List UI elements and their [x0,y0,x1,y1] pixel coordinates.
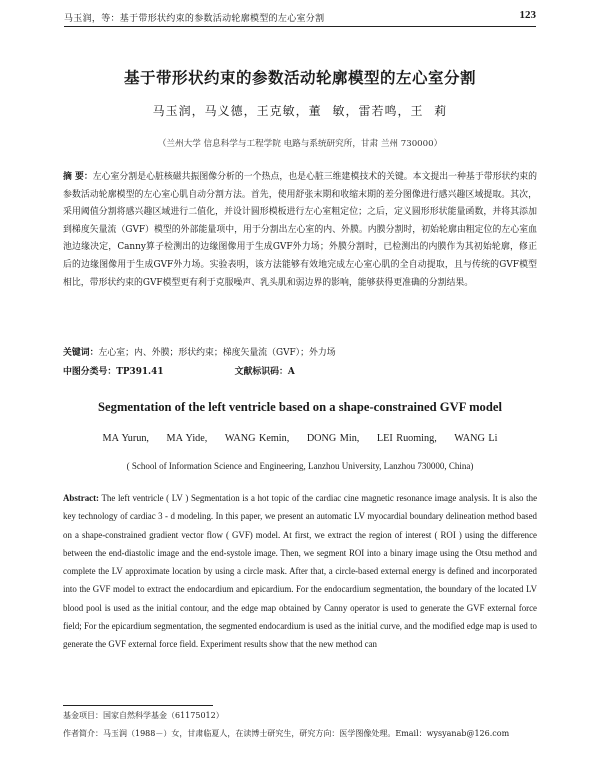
english-authors [0,433,600,444]
page-number: 123 [519,9,536,21]
chinese-keywords [63,346,537,360]
keywords-label: 关键词： [63,348,99,358]
doc-code-label: 文献标识码： [234,367,288,377]
classification-line [63,365,537,379]
chinese-authors: 马玉润，马义德，王克敏，董 敏，雷若鸣，王 莉 [152,104,448,118]
class-value: TP391.41 [116,367,164,377]
english-abstract [63,489,537,654]
doc-code-value: A [287,367,295,377]
author-name: WANG Kemin, [224,433,290,444]
chinese-abstract-label: 摘 要： [63,172,93,182]
running-title: 马玉润，等：基于带形状约束的参数活动轮廓模型的左心室分割 [64,14,325,24]
footnote-divider [63,705,213,706]
english-title: Segmentation of the left ventricle based on a shape-constrained GVF model [98,400,502,414]
keywords-text: 左心室；内、外膜；形状约束；梯度矢量流（GVF）；外力场 [98,348,336,358]
chinese-abstract [63,169,537,292]
class-label: 中图分类号： [63,367,117,377]
english-abstract-label: Abstract: [63,493,99,503]
chinese-abstract-text: 左心室分割是心脏核磁共振图像分析的一个热点，也是心脏三维建模技术的关键。本文提出一种基于带形状约束的参数活动轮廓模型的左心室心肌自动分割方法。首先，使用舒张末期和收缩末期的差分图像进行感兴趣区域提取。其次，采用阈值分割将感兴趣区域进行二值化，并设计圆形模板进行左心室粗定位；之后，定义圆形形状能量函数，并将其添加到梯度矢量流（GVF）模型的外部能量项中，用于分割出左心室的内、外膜。内膜分割时，初始轮廓由粗定位的左心室血池边缘决定，Canny算子检测出的边缘图像用于生成GVF外力场；外膜分割时，已检测出的内膜作为其初始轮廓，修正后的边缘图像用于生成GVF外力场。实验表明，该方法能够有效地完成左心室心肌的全自动提取，且与传统的GVF模型相比，带形状约束的GVF模型更有利于克服噪声、乳头肌和弱边界的影响，能够获得更准确的分割结果。 [63,172,538,288]
english-affiliation: ( School of Information Science and Engineering, Lanzhou University, Lanzhou 730000, China) [126,461,474,471]
english-abstract-text: The left ventricle ( LV ) Segmentation is a hot topic of the cardiac cine magnetic resonance image analysis. It is also the key technology of cardiac 3 - d modeling. In this paper, we present an automatic LV myocardial boundary delineation method based on a shape-constrained gradient vector flow ( GVF) model. At first, we extract the region of interest ( ROI ) using the difference between the end-diastolic image and the end-systole image. Then, we segment ROI into a binary image using the Otsu method and complete the LV approximate location by using a circle mask. After that, a circle-based external energy is defined and incorporated into the GVF model to extract the endocardium and epicardium. For the endocardium segmentation, the boundary of the located LV blood pool is used as the initial contour, and the edge map obtained by Canny operator is used to generate the GVF external force field; For the epicardium segmentation, the segmented endocardium is used as the initial curve, and the modified edge map is used to generate the GVF external force field. Experiment results show that the new method can [63,493,538,650]
author-name: MA Yide, [166,433,208,444]
author-name: DONG Min, [306,433,360,444]
author-name: WANG Li [454,433,498,444]
running-header [64,8,536,27]
author-name: MA Yurun, [102,433,149,444]
footnote-funding: 基金项目：国家自然科学基金（61175012） [63,711,224,720]
chinese-title: 基于带形状约束的参数活动轮廓模型的左心室分割 [123,68,476,87]
footnote-author-bio: 作者简介：马玉润（1988－）女，甘肃临夏人，在读博士研究生，研究方向：医学图像处理。Email：wysyanab@126.com [63,729,510,738]
author-name: LEI Ruoming, [376,433,437,444]
chinese-affiliation: （兰州大学 信息科学与工程学院 电路与系统研究所，甘肃 兰州 730000） [157,139,443,149]
